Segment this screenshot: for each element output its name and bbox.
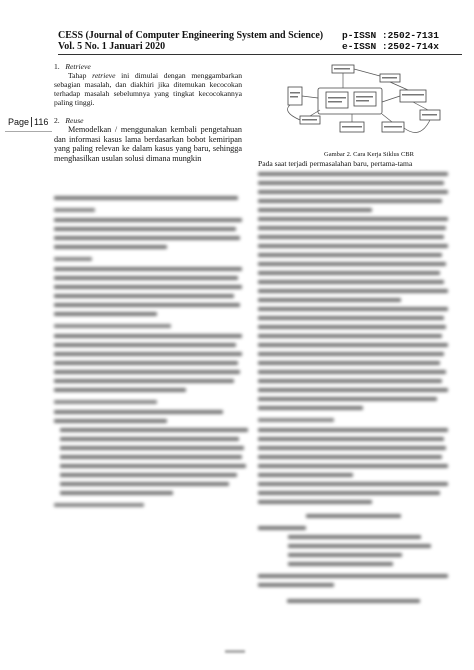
page-label (8, 117, 48, 127)
header-rule (58, 54, 462, 55)
journal-volume: Vol. 5 No. 1 Januari 2020 (58, 41, 166, 52)
issn-block (342, 30, 452, 52)
section-retrieve-heading (54, 62, 242, 71)
retrieve-text-italic: retrieve (92, 71, 116, 80)
right-column-blurred-text (258, 172, 448, 603)
page-footer (225, 650, 245, 653)
retrieve-title: Retrieve (65, 62, 91, 71)
page-label-rule (5, 131, 52, 132)
page-number: 116 (34, 117, 49, 127)
reuse-paragraph: Memodelkan / menggunakan kembali pengetahuan dan informasi kasus lama berdasarkan bobot kemiripan yang paling relevan ke dalam kasus yang baru, sehingga menghasilkan usulan solusi dimana mungkin (54, 125, 242, 163)
cbr-cycle-diagram (270, 62, 450, 150)
diagram-box-inner-left (326, 92, 348, 108)
eissn-text: e-ISSN :2502-714x (342, 41, 439, 52)
diagram-box-right (400, 90, 426, 102)
figure-caption: Gambar 2. Cara Kerja Siklus CBR (324, 151, 414, 158)
retrieve-paragraph (54, 71, 242, 107)
retrieve-text-b: ini dimulai dengan menggambarkan sebagian masalah, dan diakhiri jika ditemukan kecocokan terhadap masalah sebelumnya yang tingkat kecocokannya paling tinggi. (54, 71, 242, 107)
reuse-title: Reuse (65, 116, 84, 125)
left-column-blurred-text (54, 196, 242, 513)
page-separator (31, 117, 32, 127)
pissn-text: p-ISSN :2502-7131 (342, 30, 439, 41)
page-word: Page (8, 117, 30, 127)
left-column (54, 62, 242, 163)
retrieve-number: 1. (54, 62, 60, 71)
retrieve-text-a: Tahap (68, 71, 93, 80)
journal-header (58, 30, 358, 52)
diagram-box-inner-right (354, 92, 376, 106)
figure-following-text: Pada saat terjadi permasalahan baru, pertama-tama (258, 159, 413, 168)
reuse-number: 2. (54, 116, 60, 125)
journal-title: CESS (Journal of Computer Engineering System and Science) (58, 30, 324, 41)
section-reuse-heading (54, 116, 242, 125)
